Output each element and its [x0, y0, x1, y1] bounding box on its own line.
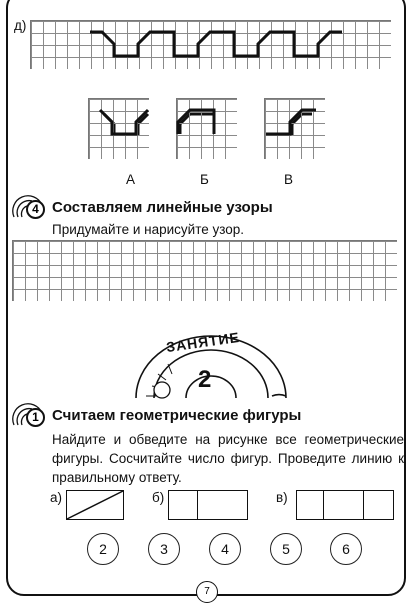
lesson-number: 2	[198, 366, 212, 393]
figure-a-label: а)	[50, 490, 63, 505]
answer-circle-2[interactable]: 2	[87, 533, 119, 565]
option-a-label: А	[126, 172, 136, 187]
section-4-badge: 4	[26, 200, 45, 219]
answer-circle-5[interactable]: 5	[270, 533, 302, 565]
task-d-label: д)	[14, 18, 27, 33]
figure-a-diagonal	[66, 490, 124, 520]
option-b-label: Б	[200, 172, 209, 187]
answer-circle-6[interactable]: 6	[330, 533, 362, 565]
section-4-instruction: Придумайте и нарисуйте узор.	[52, 222, 245, 237]
drawing-grid	[12, 240, 397, 301]
section-1-badge: 1	[26, 408, 45, 427]
section-1-title: Считаем геометрические фигуры	[52, 407, 302, 424]
section-1-instruction: Найдите и обведите на рисунке все геометрические фигуры. Сосчитайте число фигур. Проведите линию к правильному ответу.	[52, 432, 404, 485]
figure-b-rectangle	[168, 490, 248, 520]
option-c-label: В	[284, 172, 294, 187]
option-lines-overlay	[0, 0, 416, 200]
figure-b-label: б)	[152, 490, 165, 505]
answer-circle-4[interactable]: 4	[209, 533, 241, 565]
figure-c-label: в)	[276, 490, 288, 505]
lesson-banner-text: ЗАНЯТИЕ	[165, 328, 241, 356]
figure-c-rectangle	[296, 490, 394, 520]
section-4-title: Составляем линейные узоры	[52, 199, 273, 216]
answer-circle-3[interactable]: 3	[148, 533, 180, 565]
page-number: 7	[196, 581, 218, 603]
